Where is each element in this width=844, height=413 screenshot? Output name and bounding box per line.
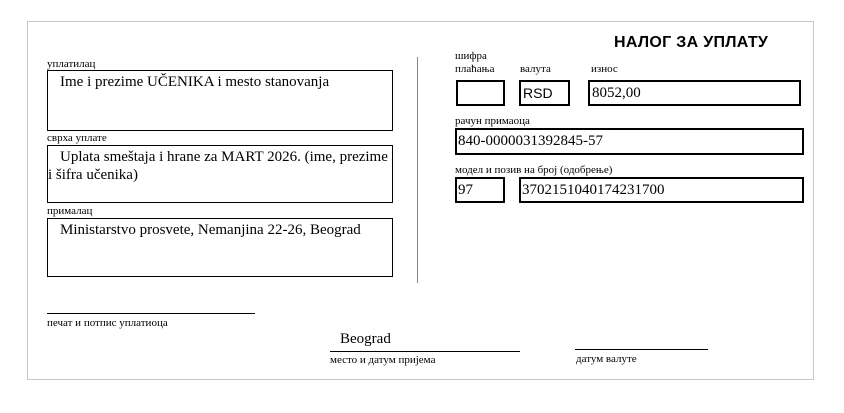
value-date-line[interactable] — [575, 349, 708, 350]
reference-number-value: 3702151040174231700 — [522, 182, 665, 198]
amount-field[interactable] — [588, 80, 801, 106]
form-title: НАЛОГ ЗА УПЛАТУ — [614, 34, 769, 51]
currency-label: валута — [520, 63, 551, 75]
recipient-field[interactable] — [47, 218, 393, 277]
value-date-label: датум валуте — [576, 353, 637, 365]
place-date-label: место и датум пријема — [330, 354, 436, 366]
payer-field[interactable] — [47, 70, 393, 131]
recipient-account-value: 840-0000031392845-57 — [458, 133, 603, 149]
amount-value: 8052,00 — [592, 85, 641, 101]
reference-label: модел и позив на број (одобрење) — [455, 164, 613, 176]
reference-model-field[interactable] — [455, 177, 505, 203]
recipient-value: Ministarstvo prosvete, Nemanjina 22-26, Beograd — [60, 222, 361, 238]
signature-line — [47, 313, 255, 314]
signature-label: печат и потпис уплатиоца — [47, 317, 168, 329]
recipient-account-field[interactable] — [455, 128, 804, 155]
place-date-value[interactable]: Beograd — [340, 331, 391, 347]
payer-value: Ime i prezime UČENIKA i mesto stanovanja — [60, 74, 330, 90]
payment-code-label-line1: шифра — [455, 50, 487, 62]
recipient-account-label: рачун примаоца — [455, 115, 530, 127]
recipient-label: прималац — [47, 205, 93, 217]
purpose-field[interactable] — [47, 145, 393, 203]
currency-field[interactable] — [519, 80, 570, 106]
currency-value: RSD — [523, 85, 553, 101]
payment-order-form — [27, 21, 814, 380]
payment-code-field[interactable] — [456, 80, 505, 106]
purpose-value: Uplata smeštaja i hrane za MART 2026. (ime, prezime i šifra učenika) — [48, 149, 388, 183]
reference-model-value: 97 — [458, 182, 473, 198]
payer-label: уплатилац — [47, 58, 96, 70]
reference-number-field[interactable] — [519, 177, 804, 203]
purpose-label: сврха уплате — [47, 132, 107, 144]
payment-code-label-line2: плаћања — [455, 63, 495, 75]
column-divider — [417, 57, 418, 283]
amount-label: износ — [591, 63, 618, 75]
place-date-line — [330, 351, 520, 352]
